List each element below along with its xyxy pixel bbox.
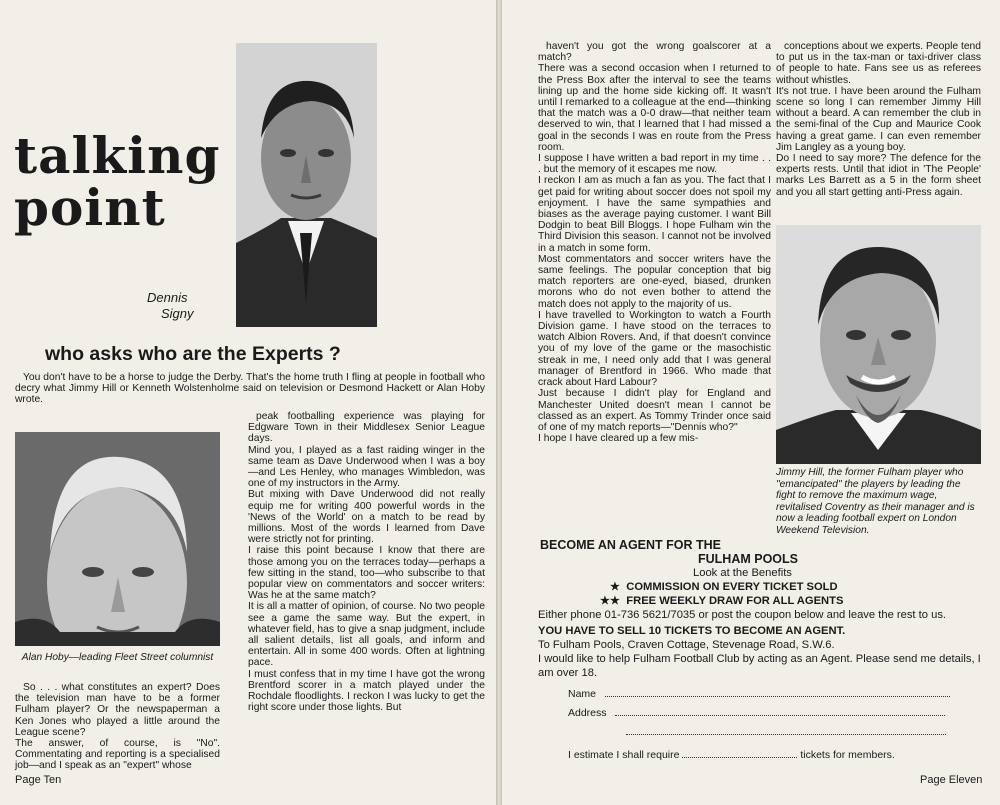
headline-line1: talking	[14, 126, 221, 185]
right-col1-text: haven't you got the wrong goalscorer at a match? There was a second occasion when I returned to the Press Box after the interval to see the teams lining up and the home side kicking off. It wasn't until I remarked to a colleague at the end—thinking that the match was a 0-0 draw—that neither team deserved to win, that I learned that I had missed a goal in the seconds I was en route from the Press room. I suppose I have written a bad report in my time . . . but the memory of it escapes me now. I reckon I am as much a fan as you. The fact that I get paid for writing about soccer does not spoil my enjoyment. I have the same sympathies and biases as the average paying customer. I want Bill Dodgin to beat Bill Bloggs. I hope Fulham win the Third Division this season. I cannot not be involved in a match in some form. Most commentators and soccer writers have the same feelings. The popular conception that big match reporters are one-eyed, biased, drunken morons who do not even bother to attend the match does not apply to the majority of us. I have travelled to Workington to watch a Fourth Division game. I have stood on the terraces to watch Albion Rovers. And, if that doesn't convince you of my love of the game or the masochistic streak in me, I need only add that I was general manager of Brentford in 1966. Who made that crack about Hard Labour? Just because I didn't play for England and Manchester United doesn't mean I cannot be classed as an expert. As Tommy Trinder once said of one of my match reports—"Dennis who?" I hope I have cleared up a few mis-	[538, 41, 771, 445]
fulham-pools-coupon	[538, 538, 983, 762]
coupon-instructions: Either phone 01-736 5621/7035 or post the coupon below and leave the rest to us.	[538, 609, 947, 621]
estimate-suffix: tickets for members.	[800, 749, 895, 761]
coupon-benefit-1	[538, 580, 983, 594]
headline	[14, 126, 221, 237]
coupon-address-row-2[interactable]	[538, 724, 983, 739]
coupon-benefits-intro: Look at the Benefits	[693, 567, 792, 579]
coupon-title-line1: BECOME AN AGENT FOR THE	[540, 538, 722, 552]
author-first-name: Dennis	[147, 290, 188, 305]
jimmy-hill-caption: Jimmy Hill, the former Fulham player who "emancipated" the players by leading the fight to remove the maximum wage, revitalised Coventry as their manager and is now a leading football expert on London Weekend Television.	[776, 467, 975, 536]
coupon-estimate-row[interactable]	[538, 747, 983, 762]
estimate-prefix: I estimate I shall require	[568, 749, 680, 761]
address-field-line2[interactable]	[626, 724, 946, 735]
page-number-right: Page Eleven	[920, 774, 983, 786]
headline-line2: point	[14, 178, 166, 237]
coupon-benefit-2	[538, 594, 983, 608]
coupon-request: I would like to help Fulham Football Club by acting as an Agent. Please send me details, I am over 18.	[538, 653, 981, 679]
page-number-left: Page Ten	[15, 774, 62, 786]
author-name	[147, 290, 194, 322]
ticket-estimate-field[interactable]	[682, 747, 797, 758]
address-field-line1[interactable]	[615, 705, 945, 716]
page-eleven	[502, 0, 1000, 805]
double-star-icon: ★★	[600, 595, 621, 607]
right-col2-text: conceptions about we experts. People tend to put us in the tax-man or taxi-driver class of people to hate. Fans see us as referees without whistles. It's not true. I have been around the Fulham scene so long I can remember Jimmy Hill without a beard. A can remember the club in the semi-final of the Cup and Maurice Cook having a great game. I can even remember Jim Langley as a young boy. Do I need to say more? The defence for the experts rests. Until that idiot in 'The People' marks Les Barrett as a 5 in the form sheet and you all start getting anti-Press again.	[776, 41, 981, 198]
coupon-address: To Fulham Pools, Craven Cottage, Stevenage Road, S.W.6.	[538, 639, 835, 651]
name-label: Name	[568, 688, 597, 700]
benefit-1-text: COMMISSION ON EVERY TICKET SOLD	[626, 581, 838, 593]
page-ten	[0, 0, 496, 805]
author-last-name: Signy	[161, 306, 194, 321]
left-col1-text: So . . . what constitutes an expert? Does the television man have to be a former Fulham player? Or the newspaperman a Ken Jones who played a little around the League scene? The answer, of course, is "No". Commentating and reporting is a specialised job—and I speak as an "expert" whose	[15, 682, 220, 772]
dennis-signy-photo	[236, 43, 377, 327]
alan-hoby-photo	[15, 432, 220, 646]
coupon-address-row[interactable]	[538, 705, 983, 720]
benefit-2-text: FREE WEEKLY DRAW FOR ALL AGENTS	[626, 595, 844, 607]
jimmy-hill-photo	[776, 225, 981, 464]
star-icon: ★	[610, 581, 621, 593]
address-label: Address	[568, 707, 607, 719]
intro-paragraph: You don't have to be a horse to judge the Derby. That's the home truth I fling at people in football who decry what Jimmy Hill or Kenneth Wolstenholme said on television or Desmond Hackett or Alan Hoby wrote.	[15, 372, 485, 406]
coupon-name-row[interactable]	[538, 686, 983, 701]
alan-hoby-caption: Alan Hoby—leading Fleet Street columnist	[21, 652, 214, 663]
left-col2-text: peak footballing experience was playing for Edgware Town in their Middlesex Senior League days. Mind you, I played as a fast raiding winger in the same team as Dave Underwood when I was a boy—and Les Henley, who manages Wimbledon, was one of my instructors in the Army. But mixing with Dave Underwood did not really equip me for writing 400 powerful words in the 'News of the World' on a match to be read by millions. Most of the words I learned from Dave were strictly not for printing. I raise this point because I know that there are those among you on the terraces today—perhaps a few sitting in the stand, too—who subscribe to that popular view on commentators and soccer writers: Was he at the same match? It is all a matter of opinion, of course. No two people see a game the same way. But the expert, in whatever field, has to give a snap judgment, include all salient details, list all goals, and inform and entertain. All in some 400 words. Often at lightning pace. I must confess that in my time I have got the wrong Brentford scorer in a match played under the Rochdale floodlights. I reckon I was lucky to get the right score under those lights. But	[248, 411, 485, 714]
name-field[interactable]	[605, 686, 950, 697]
coupon-requirement: YOU HAVE TO SELL 10 TICKETS TO BECOME AN AGENT.	[538, 625, 846, 637]
subheading: who asks who are the Experts ?	[45, 343, 341, 365]
coupon-title-line2: FULHAM POOLS	[698, 552, 798, 566]
